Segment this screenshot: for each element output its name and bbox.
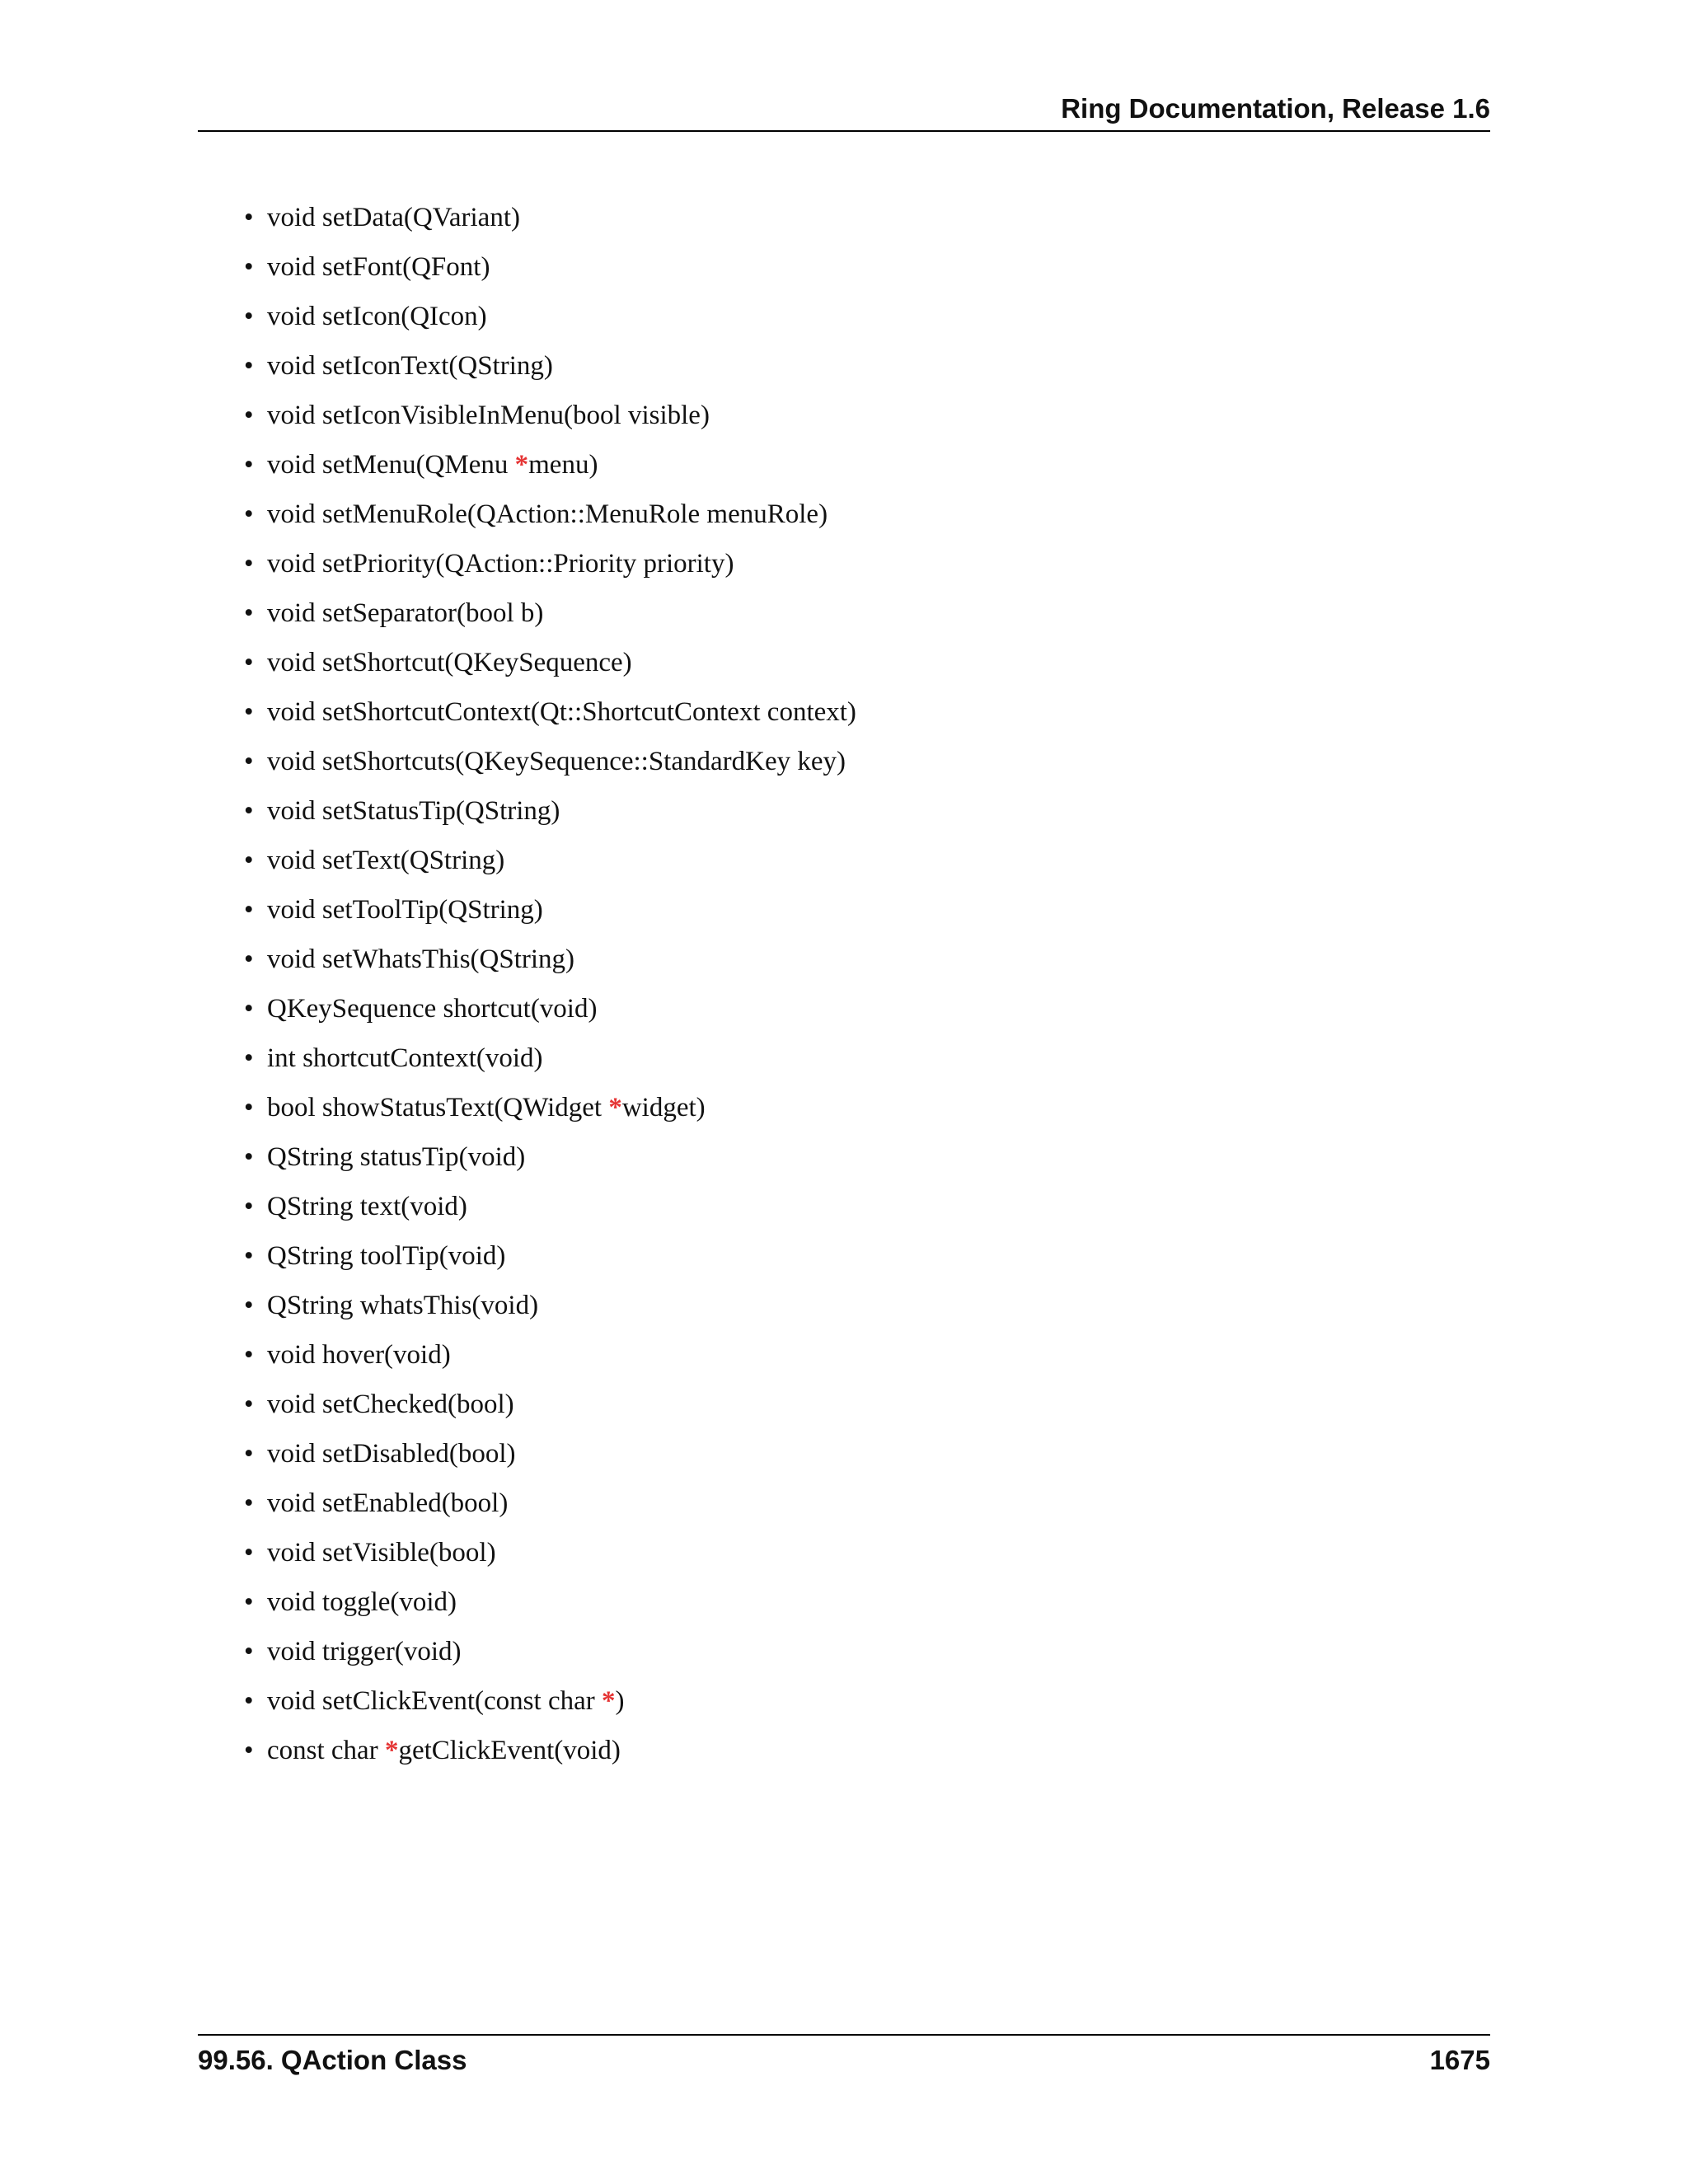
method-list-item <box>244 643 1480 692</box>
bullet-icon: • <box>244 1686 254 1716</box>
method-list-item <box>244 297 1480 346</box>
method-signature: void setClickEvent(const char <box>267 1686 602 1716</box>
method-list-item <box>244 1335 1480 1385</box>
method-signature: QString statusTip(void) <box>267 1142 526 1172</box>
method-signature: void setShortcuts(QKeySequence::StandardKey key) <box>267 747 846 776</box>
method-signature: void setChecked(bool) <box>267 1390 514 1419</box>
bullet-icon: • <box>244 499 254 529</box>
method-list-item <box>244 1187 1480 1236</box>
method-signature: void setPriority(QAction::Priority priority) <box>267 549 734 579</box>
bullet-icon: • <box>244 1241 254 1271</box>
document-title: Ring Documentation, Release 1.6 <box>1061 93 1490 124</box>
method-list-item <box>244 1137 1480 1187</box>
bullet-icon: • <box>244 1340 254 1370</box>
method-signature: void toggle(void) <box>267 1587 457 1617</box>
method-list-item <box>244 1236 1480 1286</box>
bullet-icon: • <box>244 1093 254 1122</box>
method-list-item <box>244 198 1480 247</box>
bullet-icon: • <box>244 1637 254 1666</box>
method-list-item <box>244 346 1480 396</box>
bullet-icon: • <box>244 895 254 925</box>
method-list-item <box>244 1533 1480 1582</box>
method-signature: void setSeparator(bool b) <box>267 598 544 628</box>
bullet-icon: • <box>244 648 254 677</box>
method-list-item <box>244 1038 1480 1088</box>
method-signature-tail: menu) <box>528 450 598 480</box>
bullet-icon: • <box>244 846 254 875</box>
method-signature: void hover(void) <box>267 1340 451 1370</box>
method-signature: int shortcutContext(void) <box>267 1043 543 1073</box>
method-signature: void setFont(QFont) <box>267 252 490 282</box>
bullet-icon: • <box>244 302 254 331</box>
bullet-icon: • <box>244 1142 254 1172</box>
method-list-item <box>244 841 1480 890</box>
method-signature: void setToolTip(QString) <box>267 895 543 925</box>
pointer-asterisk: * <box>384 1736 399 1765</box>
method-signature: void setIconText(QString) <box>267 351 553 381</box>
method-signature: void setShortcut(QKeySequence) <box>267 648 632 677</box>
bullet-icon: • <box>244 203 254 232</box>
bullet-icon: • <box>244 1736 254 1765</box>
method-signature-tail: widget) <box>621 1093 706 1122</box>
method-signature: void setMenuRole(QAction::MenuRole menuRole) <box>267 499 828 529</box>
bullet-icon: • <box>244 994 254 1024</box>
method-signature: void setIconVisibleInMenu(bool visible) <box>267 401 710 430</box>
method-list-item <box>244 890 1480 940</box>
bullet-icon: • <box>244 1587 254 1617</box>
pointer-asterisk: * <box>601 1686 616 1716</box>
method-list-item <box>244 742 1480 791</box>
bullet-icon: • <box>244 598 254 628</box>
method-list-item <box>244 692 1480 742</box>
bullet-icon: • <box>244 401 254 430</box>
method-signature: void setText(QString) <box>267 846 505 875</box>
bullet-icon: • <box>244 450 254 480</box>
pointer-asterisk: * <box>608 1093 622 1122</box>
bullet-icon: • <box>244 1043 254 1073</box>
bullet-icon: • <box>244 697 254 727</box>
bullet-icon: • <box>244 944 254 974</box>
method-list-item <box>244 1088 1480 1137</box>
method-list-item <box>244 1731 1480 1780</box>
method-signature: void setVisible(bool) <box>267 1538 496 1568</box>
bullet-icon: • <box>244 252 254 282</box>
method-signature: void setShortcutContext(Qt::ShortcutContext context) <box>267 697 856 727</box>
method-list-item <box>244 1434 1480 1483</box>
bullet-icon: • <box>244 549 254 579</box>
method-list-item <box>244 1483 1480 1533</box>
method-signature: void setDisabled(bool) <box>267 1439 516 1469</box>
method-list <box>244 198 1480 1780</box>
method-signature: void setMenu(QMenu <box>267 450 515 480</box>
bullet-icon: • <box>244 1192 254 1221</box>
method-list-container <box>244 198 1480 1780</box>
bullet-icon: • <box>244 1488 254 1518</box>
method-list-item <box>244 1681 1480 1731</box>
method-list-item <box>244 1286 1480 1335</box>
bullet-icon: • <box>244 1538 254 1568</box>
bullet-icon: • <box>244 351 254 381</box>
bullet-icon: • <box>244 1439 254 1469</box>
page-number: 1675 <box>1429 2045 1490 2075</box>
method-list-item <box>244 445 1480 494</box>
method-signature: QKeySequence shortcut(void) <box>267 994 598 1024</box>
method-signature: QString text(void) <box>267 1192 467 1221</box>
method-list-item <box>244 1385 1480 1434</box>
bullet-icon: • <box>244 796 254 826</box>
method-signature: void setEnabled(bool) <box>267 1488 509 1518</box>
method-list-item <box>244 989 1480 1038</box>
method-signature: bool showStatusText(QWidget <box>267 1093 609 1122</box>
method-signature: void setStatusTip(QString) <box>267 796 560 826</box>
bullet-icon: • <box>244 1390 254 1419</box>
method-list-item <box>244 1582 1480 1632</box>
method-list-item <box>244 593 1480 643</box>
method-list-item <box>244 544 1480 593</box>
method-list-item <box>244 791 1480 841</box>
bullet-icon: • <box>244 1291 254 1320</box>
method-signature-tail: ) <box>615 1686 625 1716</box>
page-footer <box>198 2034 1490 2085</box>
method-signature: void setData(QVariant) <box>267 203 520 232</box>
method-signature: void trigger(void) <box>267 1637 462 1666</box>
section-title: 99.56. QAction Class <box>198 2045 467 2075</box>
page-header <box>198 92 1490 132</box>
method-signature: const char <box>267 1736 385 1765</box>
method-list-item <box>244 1632 1480 1681</box>
method-signature: void setWhatsThis(QString) <box>267 944 575 974</box>
method-list-item <box>244 940 1480 989</box>
method-list-item <box>244 247 1480 297</box>
pointer-asterisk: * <box>514 450 529 480</box>
method-signature: QString whatsThis(void) <box>267 1291 539 1320</box>
method-signature-tail: getClickEvent(void) <box>398 1736 621 1765</box>
method-list-item <box>244 396 1480 445</box>
bullet-icon: • <box>244 747 254 776</box>
method-signature: void setIcon(QIcon) <box>267 302 487 331</box>
method-list-item <box>244 494 1480 544</box>
method-signature: QString toolTip(void) <box>267 1241 506 1271</box>
